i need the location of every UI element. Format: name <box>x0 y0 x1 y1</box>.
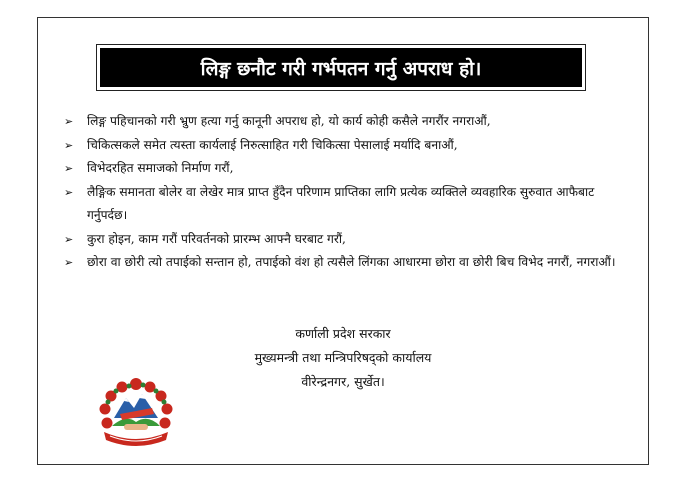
point-text: कुरा होइन, काम गरौं परिवर्तनको प्रारम्भ आफ्नै घरबाट गरौं, <box>87 231 346 246</box>
title-frame <box>96 44 586 91</box>
issuer-address: वीरेन्द्रनगर, सुर्खेत। <box>301 374 385 389</box>
issuer-office: मुख्यमन्त्री तथा मन्त्रिपरिषद्को कार्यालय <box>254 350 432 365</box>
list-item <box>60 181 638 228</box>
arrowhead-right-icon: ➢ <box>64 115 74 128</box>
list-item <box>60 251 638 275</box>
arrowhead-right-icon: ➢ <box>64 185 74 199</box>
point-text: विभेदरहित समाजको निर्माण गरौं, <box>87 161 234 175</box>
notice-frame <box>37 17 649 465</box>
point-text: चिकित्सकले समेत त्यस्ता कार्यलाई निरुत्साहित गरी चिकित्सा पेसालाई मर्यादि बनाऔं, <box>87 137 458 152</box>
arrowhead-right-icon: ➢ <box>64 232 74 246</box>
point-text: लैङ्गिक समानता बोलेर वा लेखेर मात्र प्राप्त हुँदैन परिणाम प्राप्तिका लागि प्रत्येक व्यक्तिले व्यवहारिक सुरुवात आफैबाट गर्नुपर्दछ। <box>87 184 595 222</box>
arrowhead-right-icon: ➢ <box>64 162 74 175</box>
nepal-government-emblem-icon <box>96 374 176 450</box>
list-item <box>60 157 638 181</box>
list-item <box>60 134 638 158</box>
list-item <box>60 110 638 134</box>
issuer-government: कर्णाली प्रदेश सरकार <box>295 326 391 341</box>
notice-title: लिङ्ग छनौट गरी गर्भपतन गर्नु अपराध हो। <box>100 48 582 87</box>
points-list <box>60 110 638 275</box>
point-text: लिङ्ग पहिचानको गरी भ्रुण हत्या गर्नु कानूनी अपराध हो, यो कार्य कोही कसैले नगरौंर नगराऔं, <box>87 114 491 128</box>
list-item <box>60 228 638 252</box>
point-text: छोरा वा छोरी त्यो तपाईको सन्तान हो, तपाईको वंश हो त्यसैले लिंगका आधारमा छोरा वा छोरी बिच विभेद नगरौं, नगराऔं। <box>87 255 616 269</box>
arrowhead-right-icon: ➢ <box>64 256 74 269</box>
arrowhead-right-icon: ➢ <box>64 138 74 152</box>
issuer-block <box>218 322 468 394</box>
